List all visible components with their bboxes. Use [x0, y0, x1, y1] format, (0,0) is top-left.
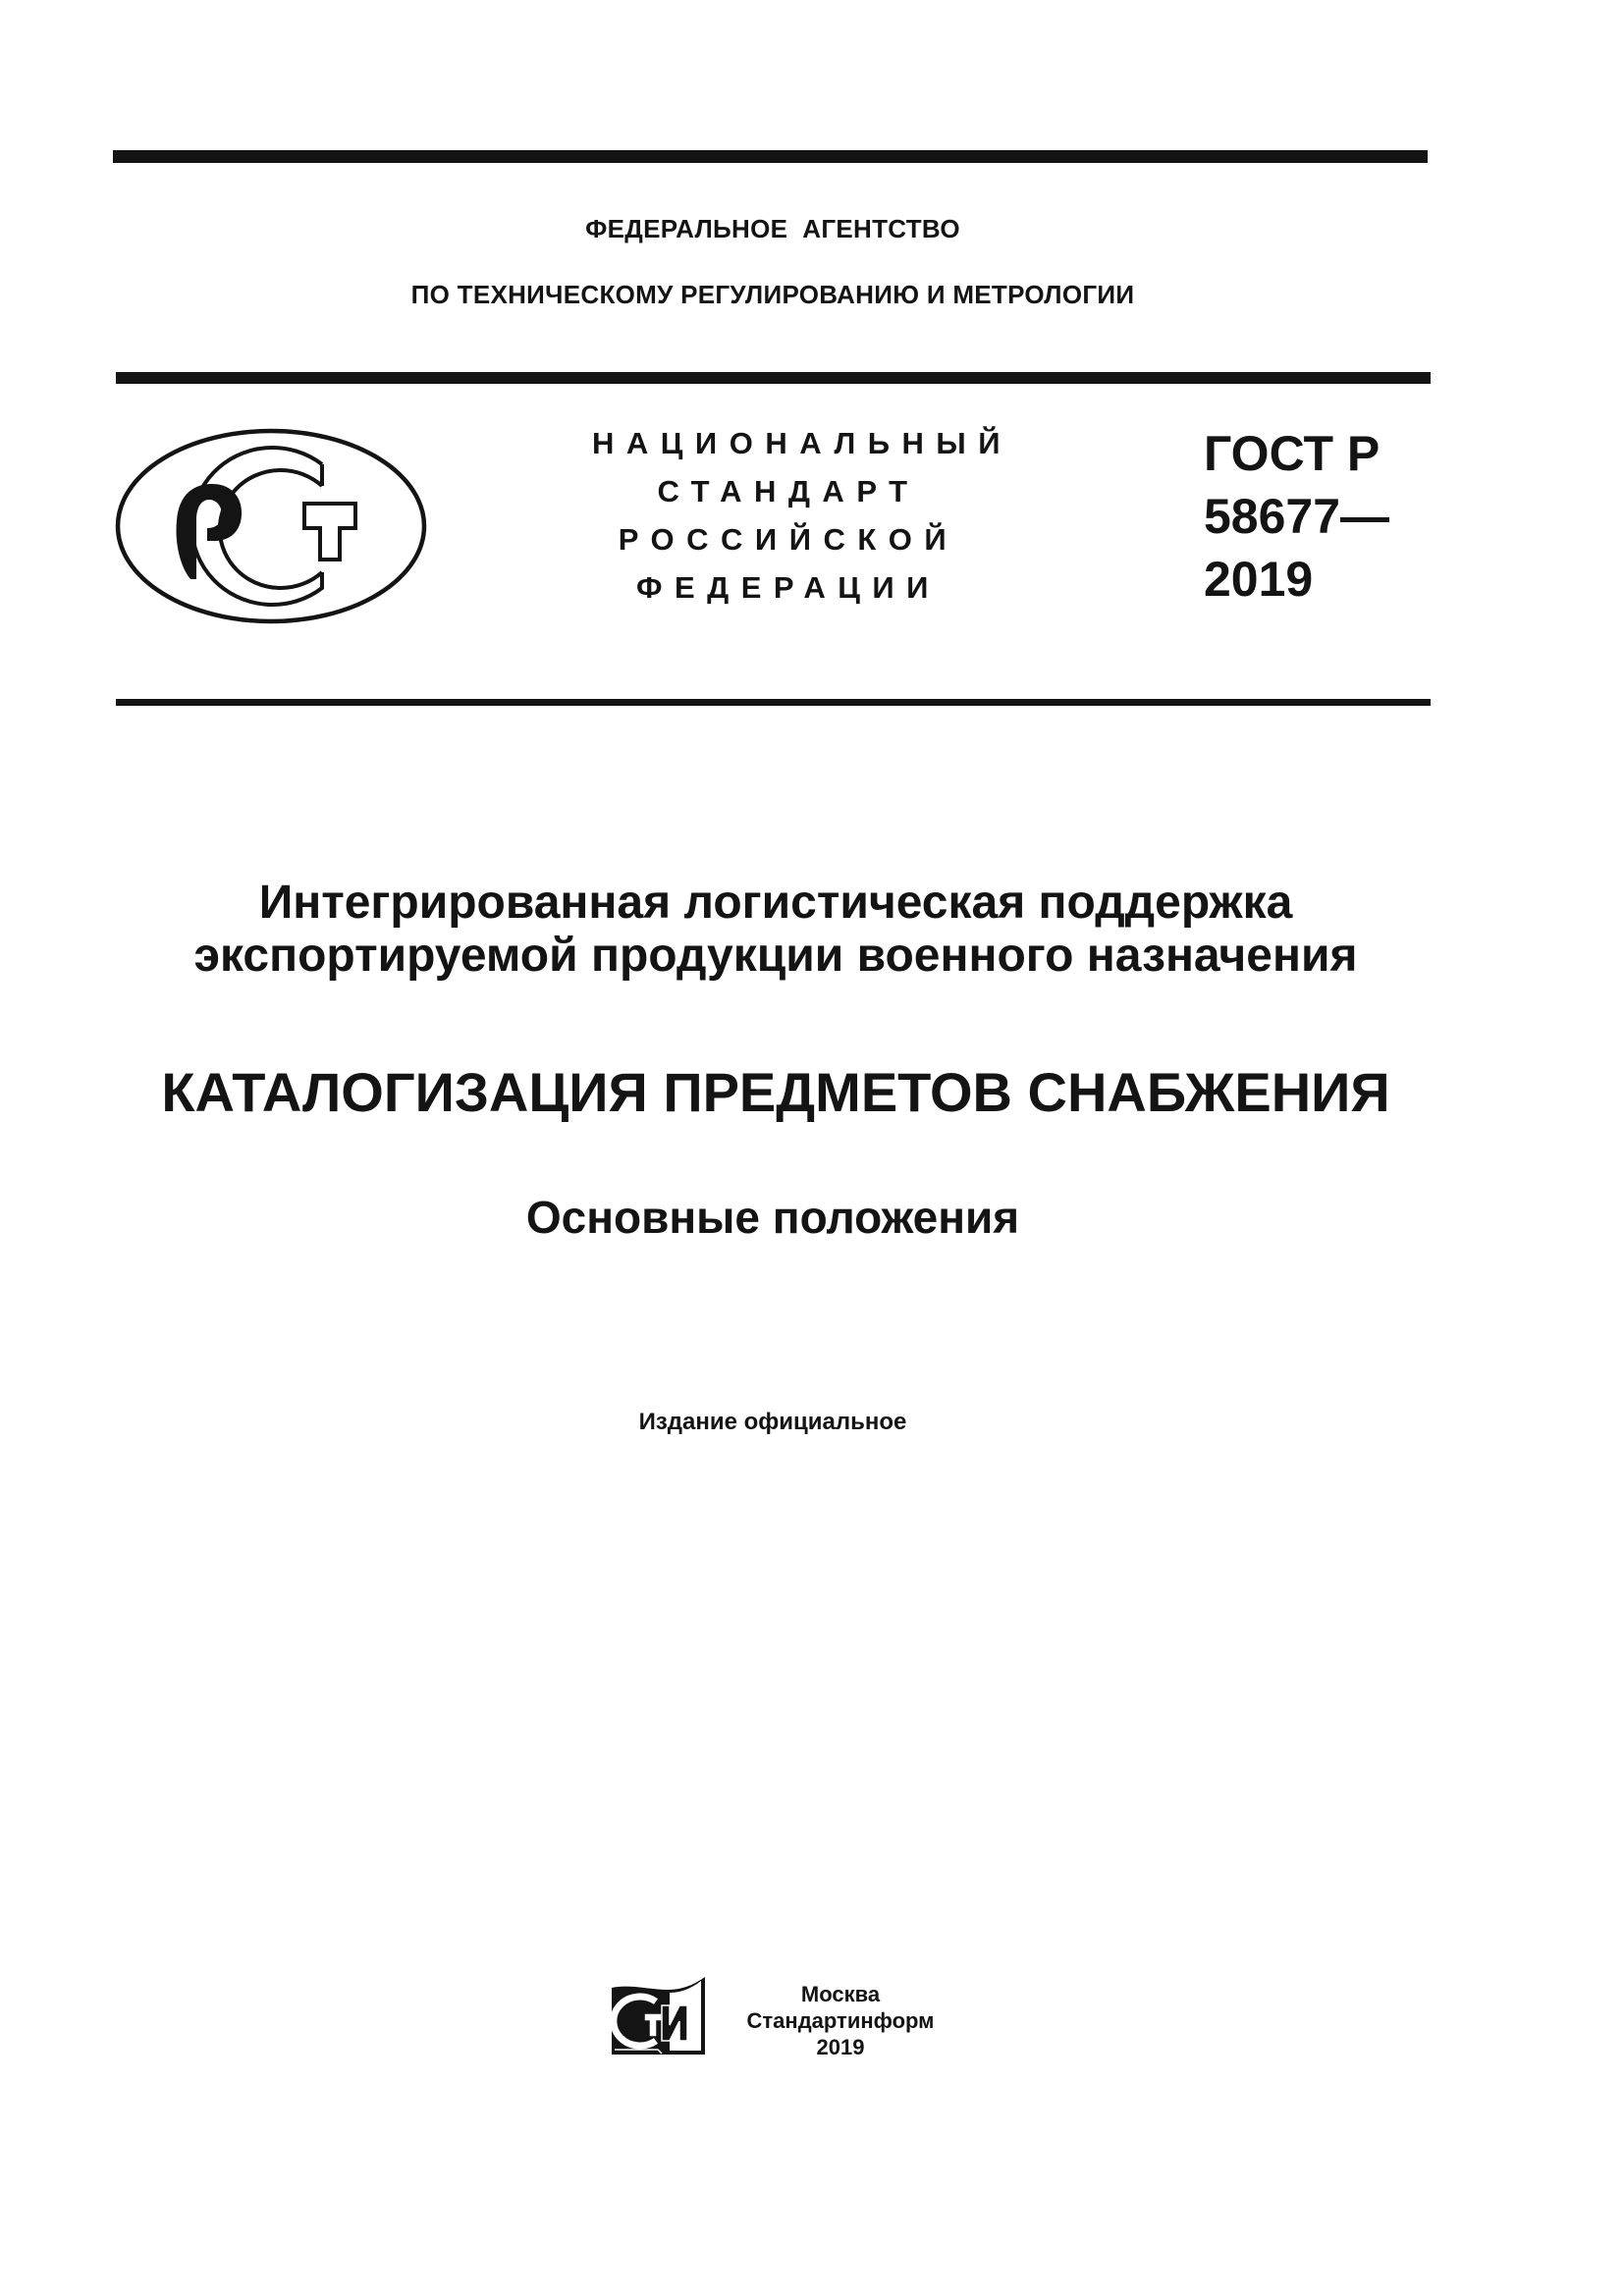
national-line: ФЕДЕРАЦИИ — [636, 570, 941, 605]
document-subtitle: Основные положения — [525, 1192, 1020, 1243]
national-line: СТАНДАРТ — [657, 474, 920, 508]
middle-rule — [116, 372, 1431, 384]
title-line-2: экспортируемой продукции военного назначения — [193, 930, 1358, 982]
standartinform-logo-icon — [611, 1976, 707, 2056]
publisher-city: Москва — [800, 1982, 881, 2006]
agency-name-line-1: ФЕДЕРАЛЬНОЕ АГЕНТСТВО — [585, 214, 960, 243]
publisher-imprint — [727, 1981, 954, 2060]
top-rule — [113, 150, 1428, 163]
designation-line: ГОСТ Р — [1204, 426, 1380, 481]
rst-certification-mark-icon — [114, 427, 428, 625]
title-line-1: Интегрированная логистическая поддержка — [258, 877, 1293, 929]
national-line: НАЦИОНАЛЬНЫЙ — [592, 426, 1013, 460]
publisher-name: Стандартинформ — [746, 2008, 935, 2033]
agency-name-line-2: ПО ТЕХНИЧЕСКОМУ РЕГУЛИРОВАНИЮ И МЕТРОЛОГИИ — [410, 280, 1135, 309]
document-title-main: КАТАЛОГИЗАЦИЯ ПРЕДМЕТОВ СНАБЖЕНИЯ — [161, 1061, 1390, 1123]
document-title-intro — [0, 877, 1551, 983]
publisher-year: 2019 — [816, 2035, 865, 2059]
designation-line: 2019 — [1204, 552, 1314, 607]
national-line: РОССИЙСКОЙ — [618, 522, 959, 557]
standard-designation — [1204, 422, 1389, 611]
edition-label: Издание официальное — [638, 1409, 907, 1435]
bottom-rule — [116, 699, 1431, 706]
designation-line: 58677— — [1204, 489, 1390, 544]
national-standard-label — [592, 419, 1013, 612]
